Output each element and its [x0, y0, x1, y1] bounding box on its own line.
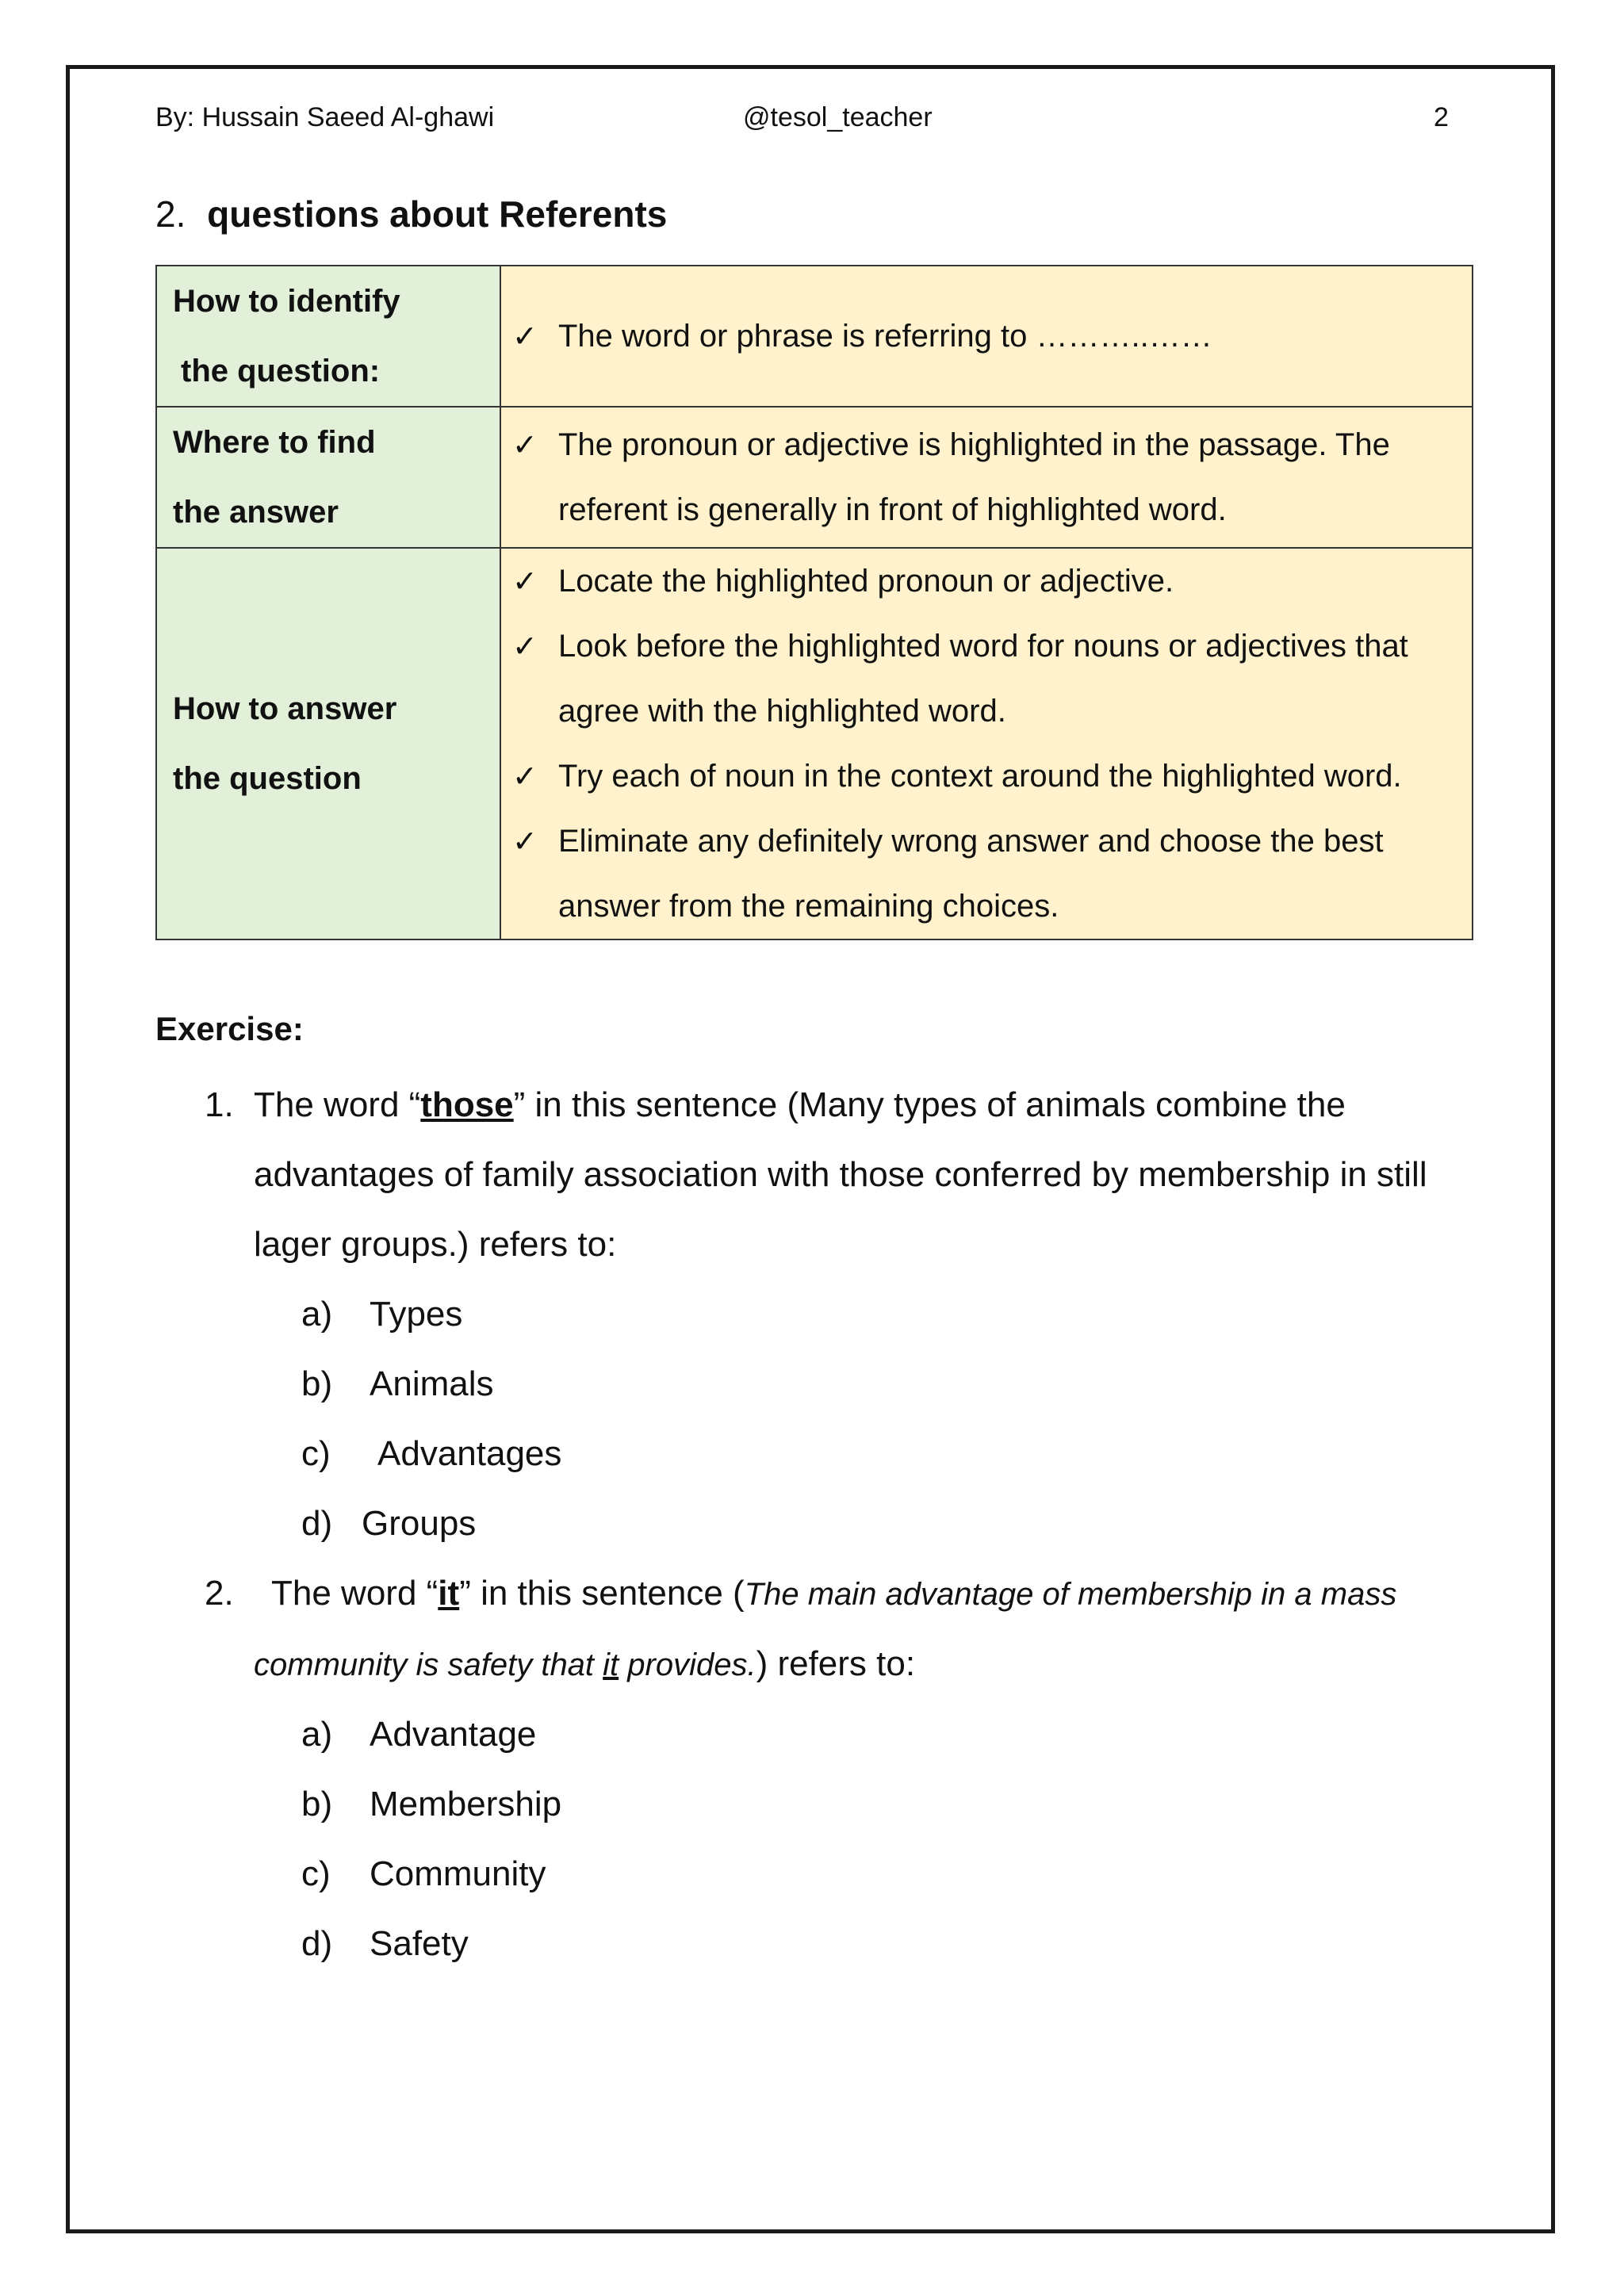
answer-option[interactable] [155, 1349, 1488, 1419]
option-text: Membership [370, 1785, 562, 1823]
check-item-text: Look before the highlighted word for nouns or adjectives that agree with the highlighted word. [558, 629, 1408, 729]
option-letter: b) [301, 1364, 333, 1403]
checkmark-icon: ✓ [512, 824, 538, 859]
answer-option[interactable] [155, 1489, 1488, 1559]
question-suffix: ) refers to: [756, 1644, 916, 1683]
question-number: 2. [205, 1574, 234, 1613]
option-letter: d) [301, 1924, 333, 1963]
referents-guide-table [155, 265, 1473, 940]
check-item [512, 412, 1448, 542]
header-handle: @tesol_teacher [743, 102, 933, 132]
section-number: 2. [155, 193, 186, 235]
question-keyword: it [438, 1574, 460, 1613]
option-letter: c) [301, 1854, 331, 1893]
option-letter: a) [301, 1295, 333, 1334]
row-label-line: How to answer [173, 691, 397, 726]
check-item-text: Try each of noun in the context around the highlighted word. [558, 759, 1402, 794]
answer-option[interactable] [155, 1280, 1488, 1349]
option-letter: a) [301, 1715, 333, 1754]
answer-option[interactable] [155, 1770, 1488, 1839]
question-2-options [155, 1700, 1488, 1979]
question-prefix: The word “ [254, 1085, 421, 1124]
question-2 [155, 1559, 1488, 1700]
table-row-how [156, 548, 1473, 939]
check-item [512, 614, 1448, 744]
row-label-line: How to identify [173, 284, 400, 319]
check-item-text: Eliminate any definitely wrong answer and choose the best answer from the remaining choices. [558, 824, 1384, 924]
check-item [512, 549, 1448, 614]
check-item [512, 809, 1448, 939]
row-label-line: the answer [173, 495, 339, 530]
check-item [512, 744, 1448, 809]
row-content [500, 266, 1473, 407]
checkmark-icon: ✓ [512, 427, 538, 462]
option-text: Advantage [370, 1715, 537, 1754]
checkmark-icon: ✓ [512, 319, 538, 354]
question-number: 1. [205, 1085, 234, 1124]
option-letter: d) [301, 1504, 333, 1543]
page-number: 2 [1434, 102, 1449, 132]
question-text: ” in this sentence ( [459, 1574, 745, 1613]
answer-option[interactable] [155, 1700, 1488, 1770]
exercise-section [155, 1007, 1488, 1979]
exercise-title: Exercise: [155, 1010, 304, 1047]
option-letter: b) [301, 1785, 333, 1823]
option-text: Types [370, 1295, 463, 1334]
option-letter: c) [301, 1434, 331, 1473]
row-label-line: the question [173, 761, 362, 796]
question-prefix: The word “ [271, 1574, 439, 1613]
section-title [155, 192, 667, 236]
option-text: Community [370, 1854, 546, 1893]
row-label-line: Where to find [173, 425, 376, 460]
row-content [500, 407, 1473, 548]
question-1 [155, 1070, 1488, 1280]
check-item-text: Locate the highlighted pronoun or adjective. [558, 564, 1174, 599]
answer-option[interactable] [155, 1419, 1488, 1489]
check-item [512, 304, 1448, 369]
header-author: By: Hussain Saeed Al-ghawi [155, 102, 495, 132]
check-item-text: The pronoun or adjective is highlighted in the passage. The referent is generally in front of highlighted word. [558, 427, 1390, 527]
option-text: Groups [362, 1504, 477, 1543]
quoted-sentence: The main advantage of membership in a mass community is safety that [254, 1577, 1397, 1682]
quoted-sentence-end: provides. [619, 1647, 756, 1682]
row-content [500, 548, 1473, 939]
checkmark-icon: ✓ [512, 629, 538, 664]
row-label [156, 548, 500, 939]
row-label [156, 407, 500, 548]
section-heading: questions about Referents [207, 193, 668, 235]
table-row-where [156, 407, 1473, 548]
checkmark-icon: ✓ [512, 564, 538, 599]
question-keyword: those [420, 1085, 514, 1124]
answer-option[interactable] [155, 1909, 1488, 1979]
answer-option[interactable] [155, 1839, 1488, 1909]
option-text: Animals [370, 1364, 494, 1403]
row-label-line: the question: [181, 354, 381, 388]
question-1-options [155, 1280, 1488, 1559]
table-row-identify [156, 266, 1473, 407]
quoted-sentence-keyword: it [603, 1647, 619, 1682]
checkmark-icon: ✓ [512, 759, 538, 794]
option-text: Safety [370, 1924, 469, 1963]
option-text: Advantages [377, 1434, 562, 1473]
check-item-text: The word or phrase is referring to ………..…… [558, 319, 1212, 354]
question-text: ” in this sentence (Many types of animals combine the advantages of family association with those conferred by membership in still lager groups.) refers to: [254, 1085, 1427, 1264]
row-label [156, 266, 500, 407]
